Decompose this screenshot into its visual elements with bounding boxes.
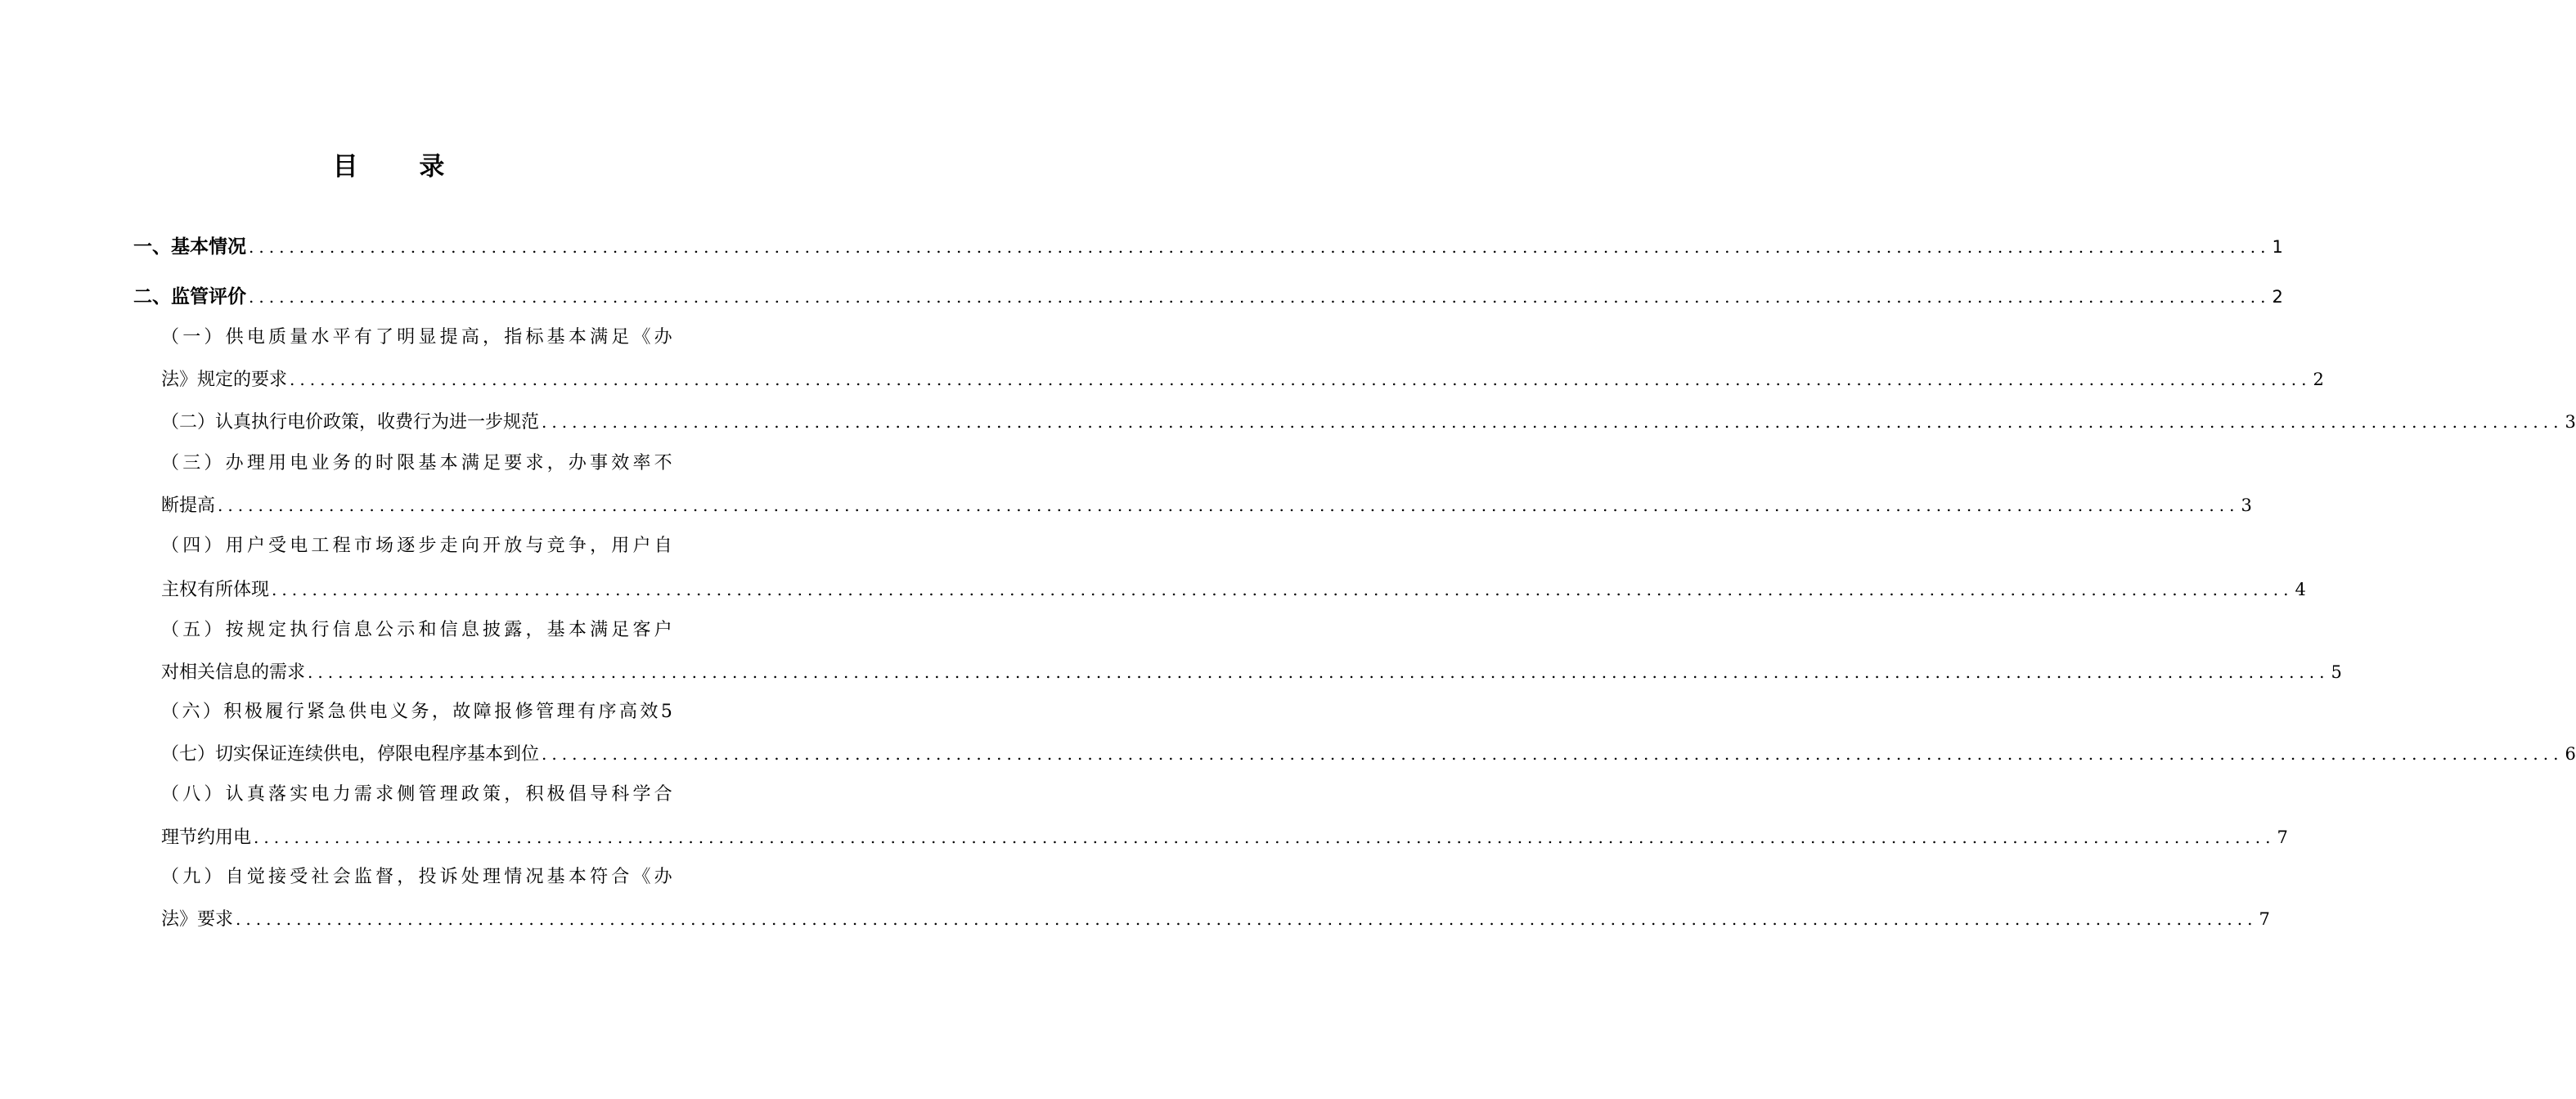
toc-entry-text: 一、基本情况 <box>133 236 246 258</box>
dot-leader: ........................................................................................................................................................................................................ <box>236 909 2258 929</box>
dot-leader: ........................................................................................................................................................................................................ <box>249 287 2271 307</box>
toc-entry-line[interactable]: （ 九 ） 自 觉 接 受 社 会 监 督 ， 投 诉 处 理 情 况 基 本 符 合 《 办 <box>161 867 672 887</box>
toc-entry-text: 法》要求 <box>161 909 234 930</box>
toc-page-number: 7 <box>2259 909 2270 929</box>
toc-entry-text: 法》规定的要求 <box>161 370 288 390</box>
toc-entry-line[interactable] <box>161 363 2324 396</box>
toc-entry-text: 主权有所体现 <box>161 580 270 600</box>
toc-entry-line[interactable]: （ 六 ） 积 极 履 行 紧 急 供 电 义 务 ， 故 障 报 修 管 理 有 序 高 效 5 <box>161 702 672 722</box>
toc-entry-line[interactable] <box>161 738 2576 770</box>
toc-entry-line[interactable] <box>161 821 2288 854</box>
dot-leader: ........................................................................................................................................................................................................ <box>308 662 2330 682</box>
toc-page-number: 3 <box>2565 412 2576 432</box>
toc-page-number: 5 <box>2331 662 2342 682</box>
toc-entry-line[interactable] <box>161 573 2306 606</box>
dot-leader: ........................................................................................................................................................................................................ <box>254 828 2276 847</box>
toc-entry-line[interactable]: （ 五 ） 按 规 定 执 行 信 息 公 示 和 信 息 披 露 ， 基 本 满 足 客 户 <box>161 620 672 640</box>
toc-page-number: 3 <box>2241 496 2252 515</box>
toc-entry-line[interactable] <box>161 903 2270 935</box>
toc-entry-line[interactable] <box>161 489 2252 522</box>
toc-entry-line[interactable]: （ 一 ） 供 电 质 量 水 平 有 了 明 显 提 高 ， 指 标 基 本 满 足 《 办 <box>161 327 672 348</box>
toc-entry-text: 断提高 <box>161 496 216 516</box>
dot-leader: ........................................................................................................................................................................................................ <box>249 237 2271 257</box>
toc-entry-line[interactable]: （ 三 ） 办 理 用 电 业 务 的 时 限 基 本 满 足 要 求 ， 办 事 效 率 不 <box>161 453 672 473</box>
toc-page-number: 6 <box>2565 744 2576 764</box>
toc-entry-line[interactable]: （ 八 ） 认 真 落 实 电 力 需 求 侧 管 理 政 策 ， 积 极 倡 导 科 学 合 <box>161 784 672 805</box>
toc-page-number: 7 <box>2277 828 2288 847</box>
toc-entry-text: 对相关信息的需求 <box>161 662 306 683</box>
toc-entry-text: 二、监管评价 <box>133 286 246 307</box>
toc-entry-text: （七）切实保证连续供电，停限电程序基本到位 <box>161 744 540 765</box>
toc-entry-line[interactable] <box>133 231 2283 263</box>
toc-page-number: 4 <box>2295 580 2306 599</box>
dot-leader: ........................................................................................................................................................................................................ <box>290 370 2312 389</box>
toc-page-number: 2 <box>2313 370 2324 389</box>
toc-page-number: 1 <box>2272 237 2283 257</box>
toc-entry-line[interactable] <box>161 406 2576 438</box>
toc-entry-text: （二）认真执行电价政策，收费行为进一步规范 <box>161 412 540 433</box>
dot-leader: ........................................................................................................................................................................................................ <box>542 744 2564 764</box>
toc-title: 目 录 <box>332 152 471 182</box>
toc-entry-line[interactable] <box>161 656 2342 689</box>
toc-page-number: 2 <box>2272 287 2283 307</box>
dot-leader: ........................................................................................................................................................................................................ <box>542 412 2564 432</box>
dot-leader: ........................................................................................................................................................................................................ <box>218 496 2240 515</box>
toc-entry-line[interactable] <box>133 280 2283 313</box>
dot-leader: ........................................................................................................................................................................................................ <box>272 580 2294 599</box>
toc-entry-line[interactable]: （ 四 ） 用 户 受 电 工 程 市 场 逐 步 走 向 开 放 与 竞 争 ， 用 户 自 <box>161 536 672 556</box>
toc-entry-text: 理节约用电 <box>161 828 252 848</box>
